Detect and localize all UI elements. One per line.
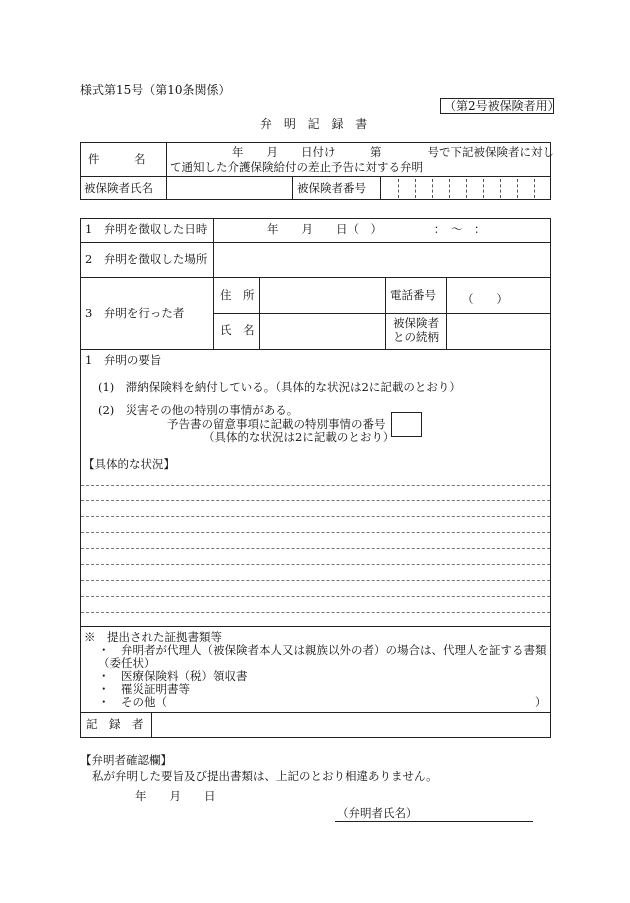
form-number: 様式第15号（第10条関係）	[80, 83, 231, 97]
divider	[166, 142, 167, 200]
confirmation-heading: 【弁明者確認欄】	[80, 753, 172, 767]
writing-line	[81, 500, 550, 501]
signature-line	[335, 821, 533, 822]
writing-line	[81, 516, 550, 517]
documents-item-4: ・ その他（	[98, 695, 167, 709]
writing-line	[81, 580, 550, 581]
case-label: 件 名	[88, 152, 146, 166]
digit-divider	[432, 179, 433, 198]
special-circumstance-number-box[interactable]	[391, 412, 422, 437]
divider	[80, 626, 551, 627]
divider	[213, 313, 551, 314]
documents-item-1: ・ 弁明者が代理人（被保険者本人又は親族以外の者）の場合は、代理人を証する書類	[98, 643, 547, 657]
documents-item-1-cont: （委任状）	[98, 656, 156, 670]
page-title: 弁 明 記 録 書	[260, 117, 372, 131]
divider	[380, 176, 381, 200]
digit-divider	[483, 179, 484, 198]
confirmation-date: 年 月 日	[135, 789, 216, 803]
phone-value: （ ）	[462, 292, 508, 306]
phone-label: 電話番号	[390, 288, 436, 302]
recorder-label: 記 録 者	[86, 717, 144, 731]
confirmation-statement: 私が弁明した要旨及び提出書類は、上記のとおり相違ありません。	[92, 769, 438, 783]
situation-heading: 【具体的な状況】	[83, 457, 175, 471]
gist-heading: 1 弁明の要旨	[85, 353, 162, 367]
case-line-1: 年 月 日付け 第 号で下記被保険者に対し	[232, 145, 554, 159]
digit-divider	[398, 179, 399, 198]
relation-label-1: 被保険者	[393, 316, 439, 330]
documents-item-3: ・ 罹災証明書等	[98, 682, 190, 696]
divider	[259, 277, 260, 349]
writing-line	[81, 485, 550, 486]
person-label: 3 弁明を行った者	[85, 306, 185, 320]
insured-number-label: 被保険者番号	[297, 181, 366, 195]
divider	[80, 176, 551, 177]
place-label: 2 弁明を徴収した場所	[85, 252, 208, 266]
writing-line	[81, 564, 550, 565]
digit-divider	[415, 179, 416, 198]
gist-item-2-sub-2: （具体的な状況は2に記載のとおり）	[203, 430, 395, 444]
digit-divider	[517, 179, 518, 198]
documents-item-4-close: ）	[535, 695, 547, 709]
gist-item-1: (1) 滞納保険料を納付している。（具体的な状況は2に記載のとおり）	[98, 380, 461, 394]
divider	[292, 176, 293, 200]
case-line-2: て通知した介護保険給付の差止予告に対する弁明	[170, 160, 423, 174]
insured-name-label: 被保険者氏名	[84, 181, 153, 195]
writing-line	[81, 548, 550, 549]
documents-item-2: ・ 医療保険料（税）領収書	[98, 669, 248, 683]
writing-line	[81, 596, 550, 597]
digit-divider	[500, 179, 501, 198]
divider	[151, 712, 152, 738]
datetime-value: 年 月 日（ ） ： 〜 ：	[267, 222, 486, 236]
digit-divider	[534, 179, 535, 198]
divider	[446, 277, 447, 349]
divider	[385, 277, 386, 349]
divider	[80, 242, 551, 243]
divider	[80, 277, 551, 278]
gist-item-2: (2) 災害その他の特別の事情がある。	[98, 403, 299, 417]
writing-line	[81, 532, 550, 533]
form-type-box	[440, 98, 560, 114]
form-type: （第2号被保険者用）	[444, 99, 560, 113]
digit-divider	[466, 179, 467, 198]
address-label: 住 所	[220, 288, 255, 302]
writing-line	[81, 612, 550, 613]
digit-divider	[449, 179, 450, 198]
divider	[213, 218, 214, 349]
datetime-label: 1 弁明を徴収した日時	[85, 222, 208, 236]
name-label: 氏 名	[220, 323, 255, 337]
gist-item-2-sub-1: 予告書の留意事項に記載の特別事情の番号	[167, 417, 386, 431]
signature-label: （弁明者氏名）	[337, 806, 418, 820]
documents-heading: ※ 提出された証拠書類等	[84, 630, 222, 644]
divider	[80, 349, 551, 350]
relation-label-2: との続柄	[393, 330, 439, 344]
